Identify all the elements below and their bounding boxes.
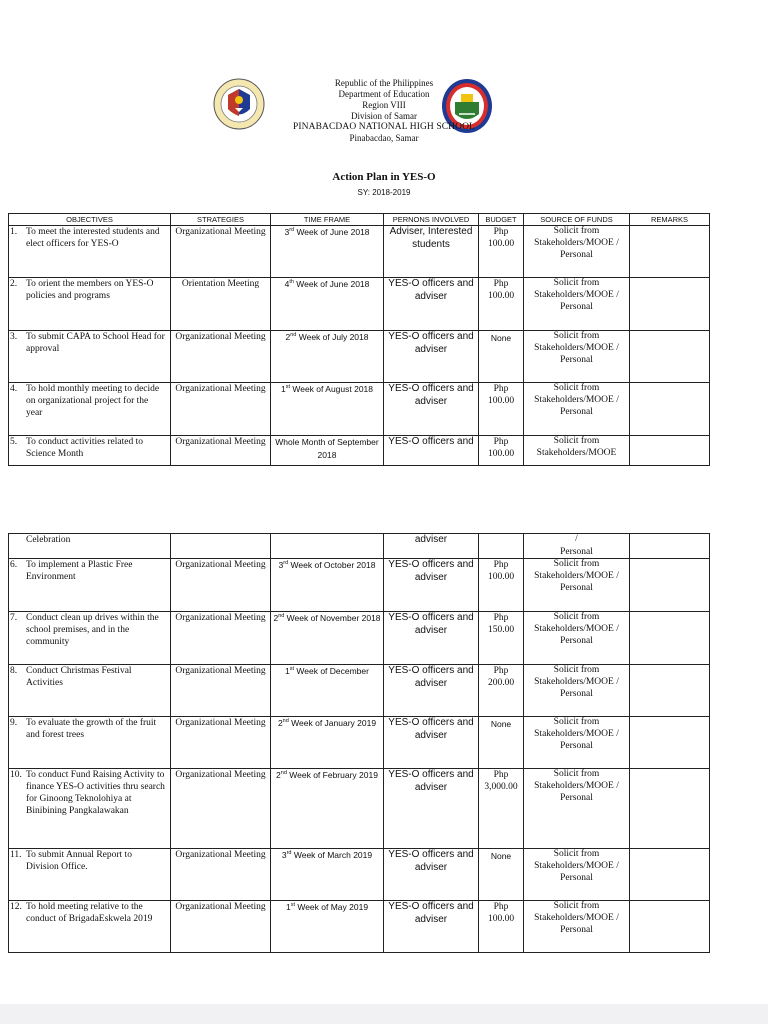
source-text: Solicit from Stakeholders/MOOE / — [534, 612, 619, 634]
table-row — [9, 436, 710, 466]
budget-text: Php 100.00 — [487, 384, 515, 406]
budget-cell — [479, 665, 524, 717]
strategy-text: Organizational Meeting — [175, 770, 266, 780]
time-frame-text: Week of December — [294, 666, 369, 676]
time-frame-ordinal: 2 — [276, 770, 281, 780]
strategy-cell — [171, 383, 271, 436]
budget-text: Php 3,000.00 — [484, 770, 518, 792]
strategy-text: Organizational Meeting — [175, 437, 266, 447]
objective-number: 11. — [10, 850, 22, 860]
time-frame-suffix: rd — [286, 850, 292, 857]
strategy-text: Organizational Meeting — [175, 902, 266, 912]
persons-cell — [384, 559, 479, 612]
table-header-row — [9, 214, 710, 226]
header-line-town: Pinabacdao, Samar — [349, 133, 419, 143]
remarks-cell — [630, 534, 710, 559]
strategy-cell — [171, 849, 271, 901]
time-frame-ordinal: 4 — [284, 279, 290, 289]
strategy-text: Organizational Meeting — [175, 613, 266, 623]
column-header-strategies: STRATEGIES — [171, 214, 271, 226]
source-text: Solicit from Stakeholders/MOOE / — [534, 559, 619, 581]
remarks-cell — [630, 717, 710, 769]
objective-number: 12. — [10, 902, 22, 912]
strategy-text: Organizational Meeting — [175, 560, 266, 570]
source-text: Solicit from Stakeholders/MOOE / — [534, 383, 619, 405]
time-frame-suffix: rd — [289, 227, 295, 234]
source-text: Solicit from Stakeholders/MOOE / — [534, 331, 619, 353]
strategy-cell — [171, 612, 271, 665]
objective-cell — [9, 559, 171, 612]
persons-cell — [384, 436, 479, 466]
time-frame-cell — [271, 717, 384, 769]
budget-text: Php 100.00 — [487, 279, 515, 301]
strategy-text: Organizational Meeting — [175, 332, 266, 342]
time-frame-cell — [271, 534, 384, 559]
time-frame-ordinal: 3 — [281, 850, 287, 860]
time-frame-suffix: nd — [278, 613, 285, 620]
header-line-republic: Republic of the Philippines — [334, 78, 434, 88]
time-frame-ordinal: 3 — [284, 227, 290, 237]
objective-cell — [9, 383, 171, 436]
budget-cell — [479, 769, 524, 849]
persons-cell — [384, 331, 479, 383]
strategy-text: Orientation Meeting — [181, 279, 260, 289]
time-frame-cell — [271, 331, 384, 383]
objective-number: 8. — [10, 666, 18, 676]
objective-number: 3. — [10, 332, 18, 342]
persons-text: YES-O officers and adviser — [388, 278, 474, 302]
remarks-cell — [630, 436, 710, 466]
persons-cell — [384, 534, 479, 559]
time-frame-cell — [271, 226, 384, 278]
persons-cell — [384, 383, 479, 436]
source-cell — [524, 665, 630, 717]
source-cell — [524, 612, 630, 665]
time-frame-cell — [271, 849, 384, 901]
budget-cell — [479, 331, 524, 383]
time-frame-ordinal: 1 — [285, 902, 291, 912]
objective-text: To conduct Fund Raising Activity to finance YES-O activities thru search for Ginoong Teknolohiya at Binibining Pangkalawakan — [26, 770, 165, 816]
document-header — [0, 78, 768, 144]
column-header-persons-involved: PERNONS INVOLVED — [384, 214, 479, 226]
budget-cell — [479, 383, 524, 436]
time-frame-ordinal: 2 — [273, 613, 279, 623]
source-personal-text: Personal — [560, 583, 593, 593]
strategy-cell — [171, 769, 271, 849]
strategy-cell — [171, 331, 271, 383]
source-personal-text: Personal — [560, 793, 593, 803]
objective-text: Celebration — [26, 535, 71, 545]
action-plan-table-page1 — [8, 213, 710, 466]
objective-text: To hold monthly meeting to decide on organizational project for the year — [26, 384, 160, 418]
source-text: Solicit from Stakeholders/MOOE / — [534, 226, 619, 248]
persons-cell — [384, 665, 479, 717]
budget-cell — [479, 436, 524, 466]
remarks-cell — [630, 278, 710, 331]
budget-text: None — [490, 851, 512, 861]
column-header-budget: BUDGET — [479, 214, 524, 226]
persons-text: Adviser, Interested students — [389, 226, 473, 250]
source-personal-text: Personal — [560, 250, 593, 260]
strategy-cell — [171, 901, 271, 953]
strategy-text: Organizational Meeting — [175, 718, 266, 728]
table-row — [9, 717, 710, 769]
source-personal-text: Personal — [560, 873, 593, 883]
source-text: Solicit from Stakeholders/MOOE — [536, 436, 617, 458]
strategy-cell — [171, 436, 271, 466]
budget-cell — [479, 559, 524, 612]
time-frame-cell — [271, 436, 384, 466]
time-frame-text: Week of November 2018 — [284, 613, 381, 623]
time-frame-suffix: nd — [290, 332, 297, 339]
remarks-cell — [630, 559, 710, 612]
time-frame-text: Week of May 2019 — [294, 902, 369, 912]
strategy-cell — [171, 534, 271, 559]
objective-cell — [9, 534, 171, 559]
objective-cell — [9, 769, 171, 849]
time-frame-cell — [271, 278, 384, 331]
remarks-cell — [630, 665, 710, 717]
objective-text: To evaluate the growth of the fruit and forest trees — [26, 718, 157, 740]
school-year: SY: 2018-2019 — [357, 188, 411, 197]
persons-text: YES-O officers and adviser — [388, 612, 474, 636]
time-frame-suffix: st — [289, 666, 295, 673]
time-frame-text: Week of July 2018 — [296, 332, 369, 342]
source-cell — [524, 717, 630, 769]
table-row — [9, 383, 710, 436]
budget-cell — [479, 612, 524, 665]
strategy-cell — [171, 665, 271, 717]
source-text: / — [575, 534, 578, 544]
budget-cell — [479, 717, 524, 769]
persons-cell — [384, 901, 479, 953]
time-frame-text: Week of June 2018 — [294, 227, 370, 237]
budget-text: Php 150.00 — [487, 613, 515, 635]
table-row-continuation — [9, 534, 710, 559]
source-personal-text: Personal — [560, 355, 593, 365]
strategy-cell — [171, 717, 271, 769]
header-line-region: Region VIII — [362, 100, 406, 110]
objective-cell — [9, 849, 171, 901]
remarks-cell — [630, 612, 710, 665]
source-text: Solicit from Stakeholders/MOOE / — [534, 278, 619, 300]
table-row — [9, 331, 710, 383]
budget-text: Php 100.00 — [487, 227, 515, 249]
strategy-text: Organizational Meeting — [175, 227, 266, 237]
source-text: Solicit from Stakeholders/MOOE / — [534, 849, 619, 871]
time-frame-text: Week of February 2019 — [286, 770, 378, 780]
objective-text: To implement a Plastic Free Environment — [26, 560, 133, 582]
budget-text: Php 100.00 — [487, 437, 515, 459]
objective-number: 9. — [10, 718, 18, 728]
time-frame-text: Whole Month of September 2018 — [275, 437, 379, 460]
budget-text: None — [490, 719, 512, 729]
time-frame-suffix: nd — [282, 718, 289, 725]
source-personal-text: Personal — [560, 407, 593, 417]
table-row — [9, 901, 710, 953]
time-frame-cell — [271, 383, 384, 436]
time-frame-ordinal: 1 — [280, 384, 286, 394]
source-personal-text: Personal — [560, 636, 593, 646]
remarks-cell — [630, 769, 710, 849]
source-text: Solicit from Stakeholders/MOOE / — [534, 769, 619, 791]
objective-text: To orient the members on YES-O policies and programs — [26, 279, 154, 301]
remarks-cell — [630, 383, 710, 436]
strategy-text: Organizational Meeting — [175, 850, 266, 860]
remarks-cell — [630, 849, 710, 901]
budget-cell — [479, 849, 524, 901]
header-line-division: Division of Samar — [351, 111, 417, 121]
source-personal-text: Personal — [560, 741, 593, 751]
header-line-school: PINABACDAO NATIONAL HIGH SCHOOL — [293, 122, 475, 132]
source-cell — [524, 383, 630, 436]
persons-cell — [384, 849, 479, 901]
table-row — [9, 278, 710, 331]
objective-text: To submit Annual Report to Division Office. — [26, 850, 132, 872]
column-header-objectives: OBJECTIVES — [9, 214, 171, 226]
time-frame-cell — [271, 769, 384, 849]
objective-cell — [9, 717, 171, 769]
time-frame-cell — [271, 559, 384, 612]
objective-cell — [9, 901, 171, 953]
source-text: Solicit from Stakeholders/MOOE / — [534, 717, 619, 739]
objective-cell — [9, 665, 171, 717]
persons-text: YES-O officers and adviser — [388, 901, 474, 925]
objective-cell — [9, 331, 171, 383]
objective-number: 5. — [10, 437, 18, 447]
objective-number: 7. — [10, 613, 18, 623]
source-cell — [524, 331, 630, 383]
time-frame-text: Week of January 2019 — [288, 718, 377, 728]
objective-text: To submit CAPA to School Head for approval — [26, 332, 165, 354]
objective-cell — [9, 436, 171, 466]
persons-text: YES-O officers and adviser — [388, 849, 474, 873]
page-bottom-band — [0, 1004, 768, 1024]
time-frame-cell — [271, 665, 384, 717]
time-frame-ordinal: 1 — [285, 666, 290, 676]
document-title: Action Plan in YES-O — [332, 171, 436, 183]
objective-cell — [9, 226, 171, 278]
objective-text: To meet the interested students and elect officers for YES-O — [26, 227, 160, 249]
source-text: Solicit from Stakeholders/MOOE / — [534, 901, 619, 923]
budget-cell — [479, 226, 524, 278]
persons-cell — [384, 769, 479, 849]
budget-text: None — [490, 333, 512, 343]
persons-text: YES-O officers and adviser — [388, 383, 474, 407]
time-frame-suffix: st — [290, 902, 295, 909]
persons-text: YES-O officers and adviser — [388, 665, 474, 689]
time-frame-text: Week of June 2018 — [293, 279, 370, 289]
persons-text: YES-O officers and adviser — [388, 559, 474, 583]
remarks-cell — [630, 331, 710, 383]
objective-text: Conduct Christmas Festival Activities — [26, 666, 132, 688]
time-frame-ordinal: 2 — [277, 718, 283, 728]
source-cell — [524, 226, 630, 278]
time-frame-text: Week of August 2018 — [290, 384, 374, 394]
strategy-cell — [171, 226, 271, 278]
strategy-text: Organizational Meeting — [175, 384, 266, 394]
strategy-cell — [171, 559, 271, 612]
persons-text: YES-O officers and adviser — [388, 331, 474, 355]
table-row — [9, 559, 710, 612]
budget-cell — [479, 534, 524, 559]
source-cell — [524, 436, 630, 466]
remarks-cell — [630, 226, 710, 278]
objective-cell — [9, 612, 171, 665]
budget-cell — [479, 901, 524, 953]
objective-number: 6. — [10, 560, 18, 570]
objective-number: 1. — [10, 227, 18, 237]
objective-cell — [9, 278, 171, 331]
persons-text: adviser — [414, 534, 448, 545]
time-frame-ordinal: 2 — [285, 332, 291, 342]
source-cell — [524, 278, 630, 331]
objective-number: 4. — [10, 384, 18, 394]
table-row — [9, 612, 710, 665]
persons-text: YES-O officers and — [388, 436, 474, 447]
table-row — [9, 769, 710, 849]
action-plan-table-page2 — [8, 533, 710, 953]
strategy-text: Organizational Meeting — [175, 666, 266, 676]
time-frame-suffix: th — [289, 279, 294, 286]
budget-cell — [479, 278, 524, 331]
source-personal-text: Personal — [560, 925, 593, 935]
budget-text: Php 100.00 — [487, 560, 515, 582]
objective-text: To conduct activities related to Science Month — [26, 437, 143, 459]
source-cell — [524, 901, 630, 953]
source-cell — [524, 849, 630, 901]
table-body-page2 — [9, 534, 710, 953]
header-line-department: Department of Education — [338, 89, 430, 99]
time-frame-cell — [271, 901, 384, 953]
remarks-cell — [630, 901, 710, 953]
table-row — [9, 849, 710, 901]
source-cell — [524, 559, 630, 612]
objective-number: 10. — [10, 770, 22, 780]
time-frame-text: Week of March 2019 — [291, 850, 373, 860]
column-header-source-of-funds: SOURCE OF FUNDS — [524, 214, 630, 226]
objective-text: To hold meeting relative to the conduct of BrigadaEskwela 2019 — [26, 902, 153, 924]
column-header-time-frame: TIME FRAME — [271, 214, 384, 226]
time-frame-suffix: st — [285, 384, 290, 391]
source-cell — [524, 769, 630, 849]
budget-text: Php 100.00 — [487, 902, 515, 924]
source-personal-text: Personal — [560, 302, 593, 312]
time-frame-cell — [271, 612, 384, 665]
table-row — [9, 665, 710, 717]
table-body-page1 — [9, 226, 710, 466]
persons-text: YES-O officers and adviser — [388, 769, 474, 793]
source-cell — [524, 534, 630, 559]
time-frame-text: Week of October 2018 — [288, 560, 376, 570]
objective-number: 2. — [10, 279, 18, 289]
objective-text: Conduct clean up drives within the school premises, and in the community — [26, 613, 159, 647]
table-row — [9, 226, 710, 278]
source-text: Solicit from Stakeholders/MOOE / — [534, 665, 619, 687]
persons-cell — [384, 717, 479, 769]
time-frame-ordinal: 3 — [278, 560, 284, 570]
source-personal-text: Personal — [560, 546, 593, 557]
column-header-remarks: REMARKS — [630, 214, 710, 226]
persons-cell — [384, 612, 479, 665]
strategy-cell — [171, 278, 271, 331]
persons-text: YES-O officers and adviser — [388, 717, 474, 741]
source-personal-text: Personal — [560, 689, 593, 699]
time-frame-suffix: rd — [283, 560, 289, 567]
persons-cell — [384, 226, 479, 278]
persons-cell — [384, 278, 479, 331]
budget-text: Php 200.00 — [487, 666, 515, 688]
time-frame-suffix: nd — [280, 770, 287, 777]
